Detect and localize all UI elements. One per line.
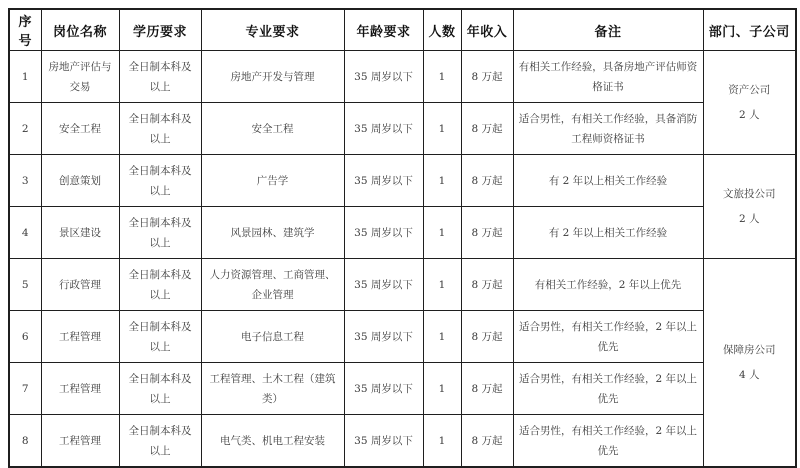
table-row bbox=[9, 51, 796, 103]
cell-no: 6 bbox=[9, 311, 41, 363]
cell-age: 35 周岁以下 bbox=[344, 51, 423, 103]
cell-education: 全日制本科及以上 bbox=[119, 51, 201, 103]
cell-position: 景区建设 bbox=[41, 207, 119, 259]
table-row bbox=[9, 259, 796, 311]
cell-no: 8 bbox=[9, 415, 41, 468]
column-header-count: 人数 bbox=[423, 9, 461, 51]
cell-no: 3 bbox=[9, 155, 41, 207]
cell-education: 全日制本科及以上 bbox=[119, 311, 201, 363]
cell-remark: 适合男性，有相关工作经验，具备消防工程师资格证书 bbox=[513, 103, 703, 155]
cell-no: 7 bbox=[9, 363, 41, 415]
dept-headcount: 2 人 bbox=[738, 212, 760, 225]
cell-major: 风景园林、建筑学 bbox=[201, 207, 344, 259]
column-header-major: 专业要求 bbox=[201, 9, 344, 51]
cell-position: 工程管理 bbox=[41, 363, 119, 415]
header-row bbox=[9, 9, 796, 51]
cell-dept-group-3 bbox=[703, 259, 796, 468]
cell-dept-group-1 bbox=[703, 51, 796, 155]
dept-company: 资产公司 bbox=[728, 83, 771, 96]
column-header-education: 学历要求 bbox=[119, 9, 201, 51]
cell-count: 1 bbox=[423, 363, 461, 415]
dept-company: 文旅投公司 bbox=[723, 187, 776, 200]
cell-education: 全日制本科及以上 bbox=[119, 103, 201, 155]
table-row bbox=[9, 363, 796, 415]
cell-income: 8 万起 bbox=[461, 103, 513, 155]
cell-income: 8 万起 bbox=[461, 363, 513, 415]
cell-count: 1 bbox=[423, 51, 461, 103]
cell-remark: 有 2 年以上相关工作经验 bbox=[513, 155, 703, 207]
cell-position: 房地产评估与交易 bbox=[41, 51, 119, 103]
table-row bbox=[9, 207, 796, 259]
cell-position: 创意策划 bbox=[41, 155, 119, 207]
cell-income: 8 万起 bbox=[461, 311, 513, 363]
recruitment-table bbox=[8, 8, 797, 468]
dept-headcount: 2 人 bbox=[738, 108, 760, 121]
cell-major: 电子信息工程 bbox=[201, 311, 344, 363]
cell-income: 8 万起 bbox=[461, 155, 513, 207]
cell-remark: 有相关工作经验，2 年以上优先 bbox=[513, 259, 703, 311]
dept-company: 保障房公司 bbox=[723, 343, 776, 356]
cell-major: 电气类、机电工程安装 bbox=[201, 415, 344, 468]
cell-age: 35 周岁以下 bbox=[344, 155, 423, 207]
column-header-no: 序号 bbox=[9, 9, 41, 51]
cell-age: 35 周岁以下 bbox=[344, 259, 423, 311]
cell-count: 1 bbox=[423, 155, 461, 207]
dept-headcount: 4 人 bbox=[738, 368, 760, 381]
cell-income: 8 万起 bbox=[461, 415, 513, 468]
cell-count: 1 bbox=[423, 415, 461, 468]
column-header-income: 年收入 bbox=[461, 9, 513, 51]
column-header-position: 岗位名称 bbox=[41, 9, 119, 51]
cell-position: 工程管理 bbox=[41, 311, 119, 363]
cell-education: 全日制本科及以上 bbox=[119, 155, 201, 207]
cell-education: 全日制本科及以上 bbox=[119, 207, 201, 259]
cell-age: 35 周岁以下 bbox=[344, 363, 423, 415]
cell-remark: 适合男性，有相关工作经验，2 年以上优先 bbox=[513, 415, 703, 468]
table-row bbox=[9, 155, 796, 207]
cell-no: 4 bbox=[9, 207, 41, 259]
cell-age: 35 周岁以下 bbox=[344, 103, 423, 155]
cell-dept-group-2 bbox=[703, 155, 796, 259]
cell-education: 全日制本科及以上 bbox=[119, 415, 201, 468]
cell-position: 安全工程 bbox=[41, 103, 119, 155]
table-row bbox=[9, 415, 796, 468]
cell-no: 1 bbox=[9, 51, 41, 103]
cell-major: 房地产开发与管理 bbox=[201, 51, 344, 103]
cell-remark: 有 2 年以上相关工作经验 bbox=[513, 207, 703, 259]
cell-age: 35 周岁以下 bbox=[344, 207, 423, 259]
cell-remark: 适合男性，有相关工作经验，2 年以上优先 bbox=[513, 311, 703, 363]
table-row bbox=[9, 311, 796, 363]
cell-count: 1 bbox=[423, 259, 461, 311]
cell-education: 全日制本科及以上 bbox=[119, 363, 201, 415]
cell-age: 35 周岁以下 bbox=[344, 415, 423, 468]
cell-count: 1 bbox=[423, 103, 461, 155]
cell-major: 安全工程 bbox=[201, 103, 344, 155]
column-header-remark: 备注 bbox=[513, 9, 703, 51]
cell-remark: 有相关工作经验，具备房地产评估师资格证书 bbox=[513, 51, 703, 103]
cell-position: 工程管理 bbox=[41, 415, 119, 468]
cell-major: 人力资源管理、工商管理、企业管理 bbox=[201, 259, 344, 311]
cell-no: 2 bbox=[9, 103, 41, 155]
cell-no: 5 bbox=[9, 259, 41, 311]
cell-education: 全日制本科及以上 bbox=[119, 259, 201, 311]
cell-count: 1 bbox=[423, 311, 461, 363]
cell-count: 1 bbox=[423, 207, 461, 259]
cell-income: 8 万起 bbox=[461, 207, 513, 259]
cell-income: 8 万起 bbox=[461, 259, 513, 311]
cell-remark: 适合男性，有相关工作经验，2 年以上优先 bbox=[513, 363, 703, 415]
cell-major: 工程管理、土木工程（建筑类） bbox=[201, 363, 344, 415]
column-header-age: 年龄要求 bbox=[344, 9, 423, 51]
table-row bbox=[9, 103, 796, 155]
cell-income: 8 万起 bbox=[461, 51, 513, 103]
cell-major: 广告学 bbox=[201, 155, 344, 207]
cell-position: 行政管理 bbox=[41, 259, 119, 311]
column-header-dept: 部门、子公司 bbox=[703, 9, 796, 51]
cell-age: 35 周岁以下 bbox=[344, 311, 423, 363]
